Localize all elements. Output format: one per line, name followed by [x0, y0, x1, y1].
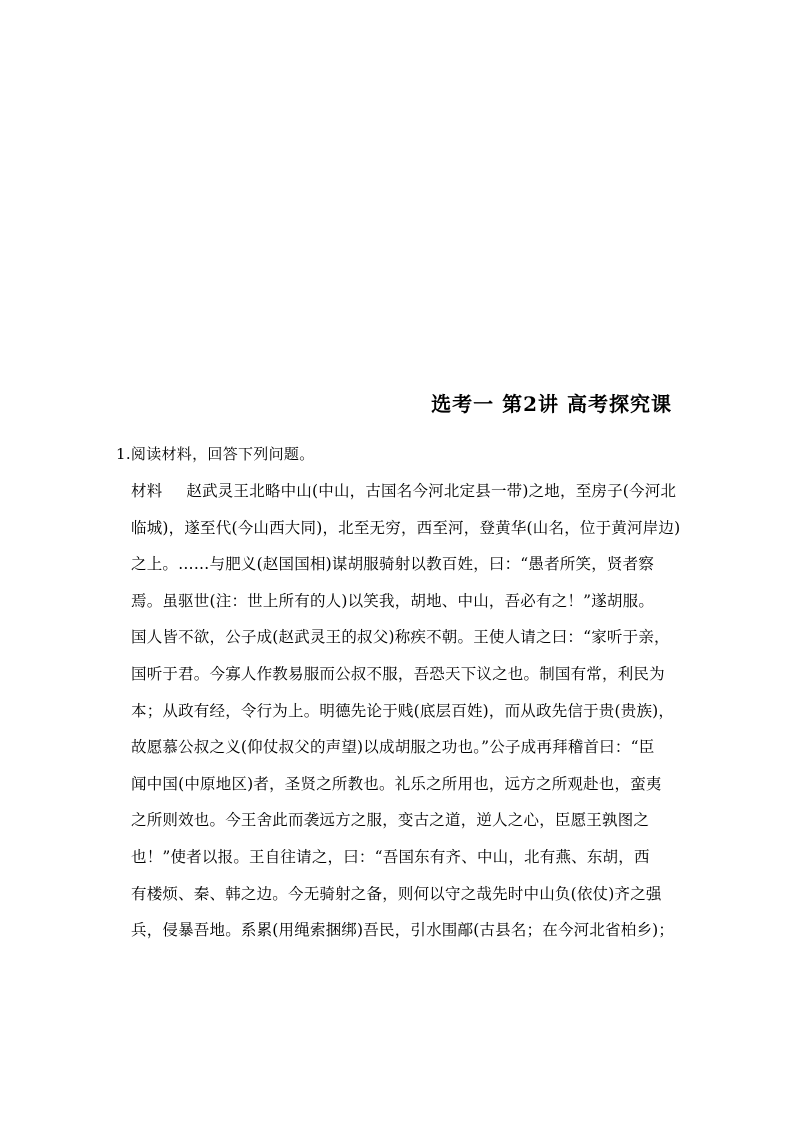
material-line: 焉。虽驱世(注：世上所有的人)以笑我，胡地、中山，吾必有之！”遂胡服。 — [131, 591, 655, 610]
material-line: 之上。……与肥义(赵国国相)谋胡服骑射以教百姓，曰：“愚者所笑，贤者察 — [131, 555, 655, 574]
material-line: 闻中国(中原地区)者，圣贤之所教也。礼乐之所用也，远方之所观赴也，蛮夷 — [131, 774, 662, 793]
material-line: 也！”使者以报。王自往请之，曰：“吾国东有齐、中山，北有燕、东胡，西 — [131, 847, 650, 866]
material-line: 之所则效也。今王舍此而袭远方之服，变古之道，逆人之心，臣愿王孰图之 — [131, 811, 650, 830]
page-title: 选考一 第2讲 高考探究课 — [431, 392, 672, 416]
material-line: 本；从政有经，令行为上。明德先论于贱(底层百姓)，而从政先信于贵(贵族)， — [131, 701, 675, 720]
material-label: 材料 — [131, 482, 163, 500]
material-line-text: 赵武灵王北略中山(中山，古国名今河北定县一带)之地，至房子(今河北 — [186, 482, 677, 500]
material-line — [131, 480, 687, 517]
question-prompt: 1.阅读材料，回答下列问题。 — [116, 445, 315, 463]
material-line: 有楼烦、秦、韩之边。今无骑射之备，则何以守之哉先时中山负(依仗)齐之强 — [131, 884, 662, 903]
material-line: 国人皆不欲，公子成(赵武灵王的叔父)称疾不朝。王使人请之曰：“家听于亲， — [131, 628, 670, 647]
material-line: 临城)，遂至代(今山西大同)，北至无穷，西至河，登黄华(山名，位于黄河岸边) — [131, 518, 681, 537]
material-line: 兵，侵暴吾地。系累(用绳索捆绑)吾民，引水围鄗(古县名；在今河北省柏乡)； — [131, 921, 675, 940]
material-passage — [131, 480, 687, 956]
material-line: 国听于君。今寡人作教易服而公叔不服，吾恐天下议之也。制国有常，利民为 — [131, 664, 665, 683]
material-line: 故愿慕公叔之义(仰仗叔父的声望)以成胡服之功也。”公子成再拜稽首曰：“臣 — [131, 738, 655, 757]
